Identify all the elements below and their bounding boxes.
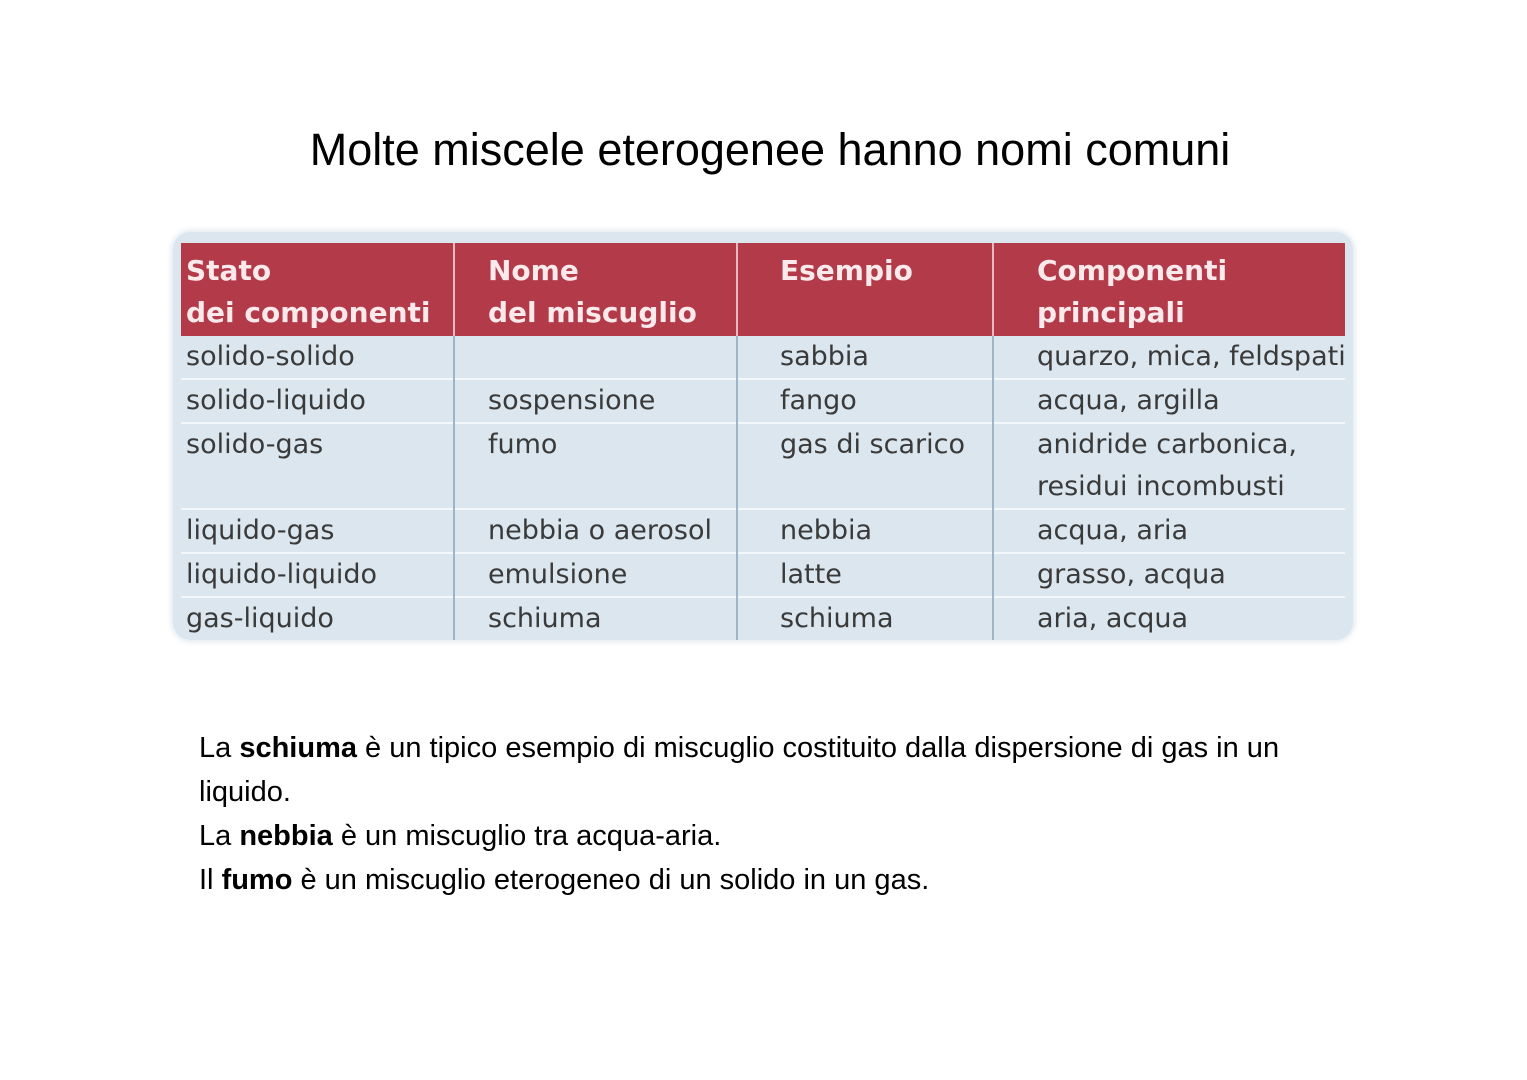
cell-componenti: acqua, argilla [993,379,1345,423]
header-esempio: Esempio [737,243,993,336]
cell-stato: solido-liquido [181,379,454,423]
table-row [181,379,1345,423]
cell-esempio: fango [737,379,993,423]
cell-nome: fumo [454,423,737,509]
cell-nome: sospensione [454,379,737,423]
cell-stato: solido-solido [186,341,355,372]
cell-componenti: quarzo, mica, feldspati [993,336,1345,379]
cell-stato: solido-gas [181,423,454,509]
cell-stato: gas-liquido [181,597,454,640]
cell-stato: liquido-liquido [181,553,454,597]
cell-esempio: schiuma [737,597,993,640]
term-schiuma: schiuma [239,732,357,764]
cell-stato: liquido-gas [181,509,454,553]
cell-nome: emulsione [454,553,737,597]
cell-esempio: sabbia [737,336,993,379]
paragraph-schiuma: La schiuma è un tipico esempio di miscuglio costituito dalla dispersione di gas in un liquido. [199,732,1280,808]
table-row [181,597,1345,640]
term-nebbia: nebbia [239,820,333,852]
cell-esempio: gas di scarico [737,423,993,509]
heterogeneous-mixtures-table [181,243,1345,640]
slide-title: Molte miscele eterogenee hanno nomi comuni [309,124,1231,175]
paragraph-nebbia: La nebbia è un miscuglio tra acqua-aria. [199,820,722,852]
header-stato-dei-componenti: Stato dei componenti [181,243,454,336]
cell-nome: schiuma [454,597,737,640]
table-row [181,553,1345,597]
term-fumo: fumo [221,864,293,896]
cell-esempio: nebbia [737,509,993,553]
paragraph-fumo: Il fumo è un miscuglio eterogeneo di un solido in un gas. [199,864,930,896]
cell-componenti: anidride carbonica, residui incombusti [993,423,1345,509]
header-componenti-principali: Componenti principali [993,243,1345,336]
cell-componenti: grasso, acqua [993,553,1345,597]
table-header-row [181,243,1345,336]
cell-esempio: latte [737,553,993,597]
cell-componenti: aria, acqua [993,597,1345,640]
cell-nome [454,336,737,379]
cell-nome: nebbia o aerosol [454,509,737,553]
table-row [181,336,1345,379]
cell-componenti: acqua, aria [993,509,1345,553]
table-row [181,509,1345,553]
explanation-text [199,726,1329,902]
header-nome-del-miscuglio: Nome del miscuglio [454,243,737,336]
table-row [181,423,1345,509]
